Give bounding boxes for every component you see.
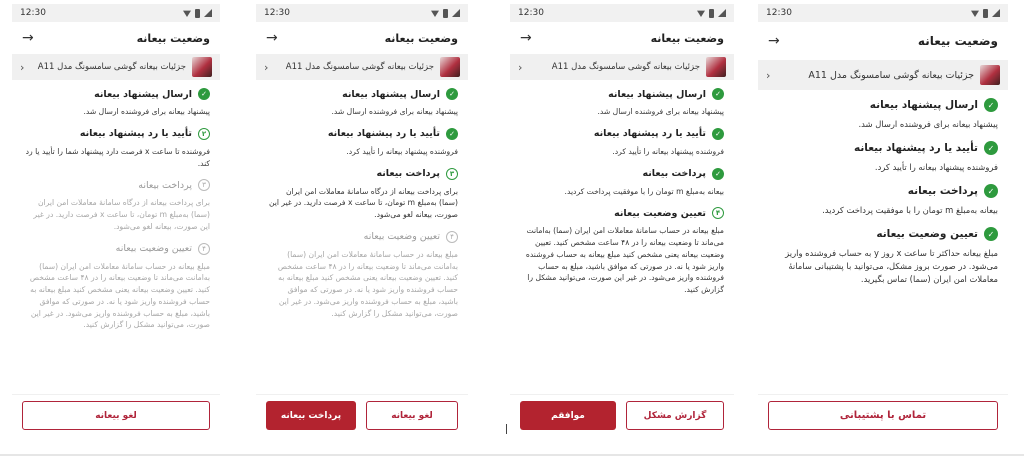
- step-4: [520, 207, 724, 296]
- page-title: وضعیت بیعانه: [917, 34, 998, 48]
- page-title: وضعیت بیعانه: [136, 31, 210, 45]
- pay-deposit-button[interactable]: پرداخت بیعانه: [266, 401, 356, 430]
- check-icon: ✓: [984, 227, 998, 241]
- step-description: مبلغ بیعانه در حساب سامانهٔ معاملات امن ایران (سما) به‌امانت می‌ماند تا وضعیت بیعانه را در ۴۸ ساعت مشخص کنید. تعیین وضعیت بیعانه یعنی مشخص کنید مبلغ بیعانه به حساب فروشنده واریز شود یا نه. در صورتی که موافق باشید، مبلغ به حساب فروشنده واریز می‌شود. در غیر این صورت، می‌توانید مشکل را گزارش کنید.: [525, 226, 724, 295]
- step-description: برای پرداخت بیعانه از درگاه سامانهٔ معاملات امن ایران (سما) به‌مبلغ m تومان، تا ساعت x فرصت دارید. در غیر این صورت، بیعانه لغو می‌شود.: [33, 198, 210, 231]
- step-3: [520, 168, 724, 198]
- footer-actions: [510, 394, 734, 436]
- check-icon: ✓: [984, 98, 998, 112]
- app-header: [758, 22, 1008, 60]
- check-icon: ✓: [446, 128, 458, 140]
- check-icon: ✓: [984, 184, 998, 198]
- step-title: پرداخت بیعانه: [376, 168, 440, 180]
- step-title: ارسال پیشنهاد بیعانه: [342, 88, 440, 100]
- step-1: [266, 88, 458, 118]
- step-number-badge: ۳: [446, 168, 458, 180]
- product-name: جزئیات بیعانه گوشی سامسونگ مدل A11: [551, 62, 700, 72]
- check-icon: ✓: [198, 88, 210, 100]
- step-description: بیعانه به‌مبلغ m تومان را با موفقیت پرداخت کردید.: [822, 205, 998, 216]
- step-title: ارسال پیشنهاد بیعانه: [608, 88, 706, 100]
- status-bar: [510, 4, 734, 22]
- step-1: [22, 88, 210, 118]
- footer-actions: [12, 394, 220, 436]
- check-icon: ✓: [712, 168, 724, 180]
- check-icon: ✓: [446, 88, 458, 100]
- status-time: 12:30: [20, 8, 46, 18]
- step-description: فروشنده تا ساعت x فرصت دارد پیشنهاد شما را تأیید یا رد کند.: [25, 146, 210, 168]
- status-time: 12:30: [518, 8, 544, 18]
- steps-list: [12, 80, 220, 331]
- step-description: مبلغ بیعانه در حساب سامانهٔ معاملات امن ایران (سما) به‌امانت می‌ماند تا وضعیت بیعانه را در ۴۸ ساعت مشخص کنید. تعیین وضعیت بیعانه یعنی مشخص کنید مبلغ بیعانه به حساب فروشنده واریز شود یا نه. در صورتی که موافق باشید، مبلغ به حساب فروشنده واریز می‌شود. در غیر این صورت، می‌توانید مشکل را گزارش کنید.: [29, 261, 210, 330]
- phone-screen-4: [758, 4, 1008, 436]
- step-4: [768, 227, 998, 286]
- report-problem-button[interactable]: گزارش مشکل: [626, 401, 724, 430]
- step-title: تعیین وضعیت بیعانه: [115, 243, 192, 255]
- step-title: تأیید یا رد پیشنهاد بیعانه: [593, 128, 706, 140]
- chevron-left-icon: ‹: [518, 60, 523, 74]
- back-arrow-icon[interactable]: →: [22, 30, 34, 46]
- step-2: [266, 128, 458, 158]
- check-icon: ✓: [712, 128, 724, 140]
- step-title: تأیید یا رد پیشنهاد بیعانه: [854, 142, 978, 155]
- product-row[interactable]: [12, 54, 220, 80]
- step-description: برای پرداخت بیعانه از درگاه سامانهٔ معاملات امن ایران (سما) به‌مبلغ m تومان، تا ساعت x فرصت دارید. در غیر این صورت، بیعانه لغو می‌شود.: [268, 186, 458, 220]
- agree-button[interactable]: موافقم: [520, 401, 616, 430]
- signal-icon: [204, 9, 212, 17]
- app-header: [510, 22, 734, 54]
- step-description: پیشنهاد بیعانه برای فروشنده ارسال شد.: [597, 107, 724, 116]
- step-title: تأیید یا رد پیشنهاد بیعانه: [327, 128, 440, 140]
- product-name: جزئیات بیعانه گوشی سامسونگ مدل A11: [37, 62, 186, 72]
- step-2: [768, 141, 998, 174]
- battery-icon: [443, 9, 448, 18]
- product-name: جزئیات بیعانه گوشی سامسونگ مدل A11: [808, 69, 974, 81]
- check-icon: ✓: [984, 141, 998, 155]
- step-1: [768, 98, 998, 131]
- cancel-deposit-button[interactable]: لغو بیعانه: [366, 401, 458, 430]
- product-name: جزئیات بیعانه گوشی سامسونگ مدل A11: [285, 62, 434, 72]
- status-bar: [758, 4, 1008, 22]
- step-4: [22, 243, 210, 332]
- wifi-icon: [183, 9, 191, 17]
- step-description: مبلغ بیعانه در حساب سامانهٔ معاملات امن ایران (سما) به‌امانت می‌ماند تا وضعیت بیعانه را در ۴۸ ساعت مشخص کنید. تعیین وضعیت بیعانه یعنی مشخص کنید مبلغ بیعانه به حساب فروشنده واریز شود یا نه. در صورتی که موافق باشید، مبلغ به حساب فروشنده واریز می‌شود. در غیر این صورت، می‌توانید مشکل را گزارش کنید.: [277, 249, 458, 318]
- step-title: ارسال پیشنهاد بیعانه: [94, 88, 192, 100]
- step-2: [22, 128, 210, 170]
- battery-icon: [983, 9, 988, 18]
- page-title: وضعیت بیعانه: [384, 31, 458, 45]
- steps-list: [758, 90, 1008, 286]
- status-time: 12:30: [766, 8, 792, 18]
- check-icon: ✓: [712, 88, 724, 100]
- signal-icon: [452, 9, 460, 17]
- signal-icon: [718, 9, 726, 17]
- step-title: پرداخت بیعانه: [907, 185, 978, 198]
- cancel-deposit-button[interactable]: لغو بیعانه: [22, 401, 210, 430]
- step-description: پیشنهاد بیعانه برای فروشنده ارسال شد.: [83, 107, 210, 116]
- step-3: [768, 184, 998, 217]
- step-title: پرداخت بیعانه: [642, 168, 706, 180]
- step-description: مبلغ بیعانه حداکثر تا ساعت x روز y به حساب فروشنده واریز می‌شود. در صورت بروز مشکل، می‌توانید با پشتیبانی سامانهٔ معاملات امن ایران (سما) تماس بگیرید.: [785, 248, 998, 285]
- step-title: تعیین وضعیت بیعانه: [614, 207, 706, 219]
- steps-list: [510, 80, 734, 296]
- product-thumbnail: [440, 57, 460, 77]
- phone-screen-1: [12, 4, 220, 436]
- product-thumbnail: [192, 57, 212, 77]
- footer-actions: [256, 394, 468, 436]
- step-4: [266, 231, 458, 320]
- battery-icon: [709, 9, 714, 18]
- chevron-left-icon: ‹: [264, 60, 269, 74]
- wifi-icon: [971, 9, 979, 17]
- product-row[interactable]: [758, 60, 1008, 90]
- step-description: پیشنهاد بیعانه برای فروشنده ارسال شد.: [331, 107, 458, 116]
- step-title: پرداخت بیعانه: [138, 179, 192, 191]
- signal-icon: [992, 9, 1000, 17]
- product-thumbnail: [706, 57, 726, 77]
- step-description: فروشنده پیشنهاد بیعانه را تأیید کرد.: [612, 146, 724, 156]
- back-arrow-icon[interactable]: →: [266, 30, 278, 46]
- contact-support-button[interactable]: تماس با پشتیبانی: [768, 401, 998, 430]
- wifi-icon: [697, 9, 705, 17]
- status-bar: [256, 4, 468, 22]
- status-time: 12:30: [264, 8, 290, 18]
- step-description: فروشنده پیشنهاد بیعانه را تأیید کرد.: [346, 146, 458, 156]
- phone-screen-3: [510, 4, 734, 436]
- chevron-left-icon: ‹: [766, 68, 771, 82]
- step-description: بیعانه به‌مبلغ m تومان را با موفقیت پرداخت کردید.: [564, 186, 724, 196]
- step-title: تأیید یا رد پیشنهاد بیعانه: [79, 128, 192, 140]
- step-3: [266, 168, 458, 221]
- status-bar: [12, 4, 220, 22]
- step-title: تعیین وضعیت بیعانه: [363, 231, 440, 243]
- steps-list: [256, 80, 468, 319]
- step-number-badge: ۴: [446, 231, 458, 243]
- step-number-badge: ۴: [198, 243, 210, 255]
- text-cursor: [506, 424, 510, 434]
- step-description: فروشنده پیشنهاد بیعانه را تأیید کرد.: [874, 162, 998, 173]
- wifi-icon: [431, 9, 439, 17]
- phone-screen-2: [256, 4, 468, 436]
- step-number-badge: ۲: [198, 128, 210, 140]
- step-number-badge: ۳: [198, 179, 210, 191]
- app-header: [12, 22, 220, 54]
- step-number-badge: ۴: [712, 207, 724, 219]
- back-arrow-icon[interactable]: →: [768, 33, 780, 49]
- product-thumbnail: [980, 65, 1000, 85]
- step-title: تعیین وضعیت بیعانه: [876, 228, 978, 241]
- step-2: [520, 128, 724, 158]
- back-arrow-icon[interactable]: →: [520, 30, 532, 46]
- page-title: وضعیت بیعانه: [650, 31, 724, 45]
- step-title: ارسال پیشنهاد بیعانه: [869, 99, 978, 111]
- app-header: [256, 22, 468, 54]
- step-description: پیشنهاد بیعانه برای فروشنده ارسال شد.: [858, 119, 998, 129]
- footer-actions: [758, 394, 1008, 436]
- product-row[interactable]: [256, 54, 468, 80]
- step-3: [22, 179, 210, 232]
- step-1: [520, 88, 724, 118]
- chevron-left-icon: ‹: [20, 60, 25, 74]
- product-row[interactable]: [510, 54, 734, 80]
- battery-icon: [195, 9, 200, 18]
